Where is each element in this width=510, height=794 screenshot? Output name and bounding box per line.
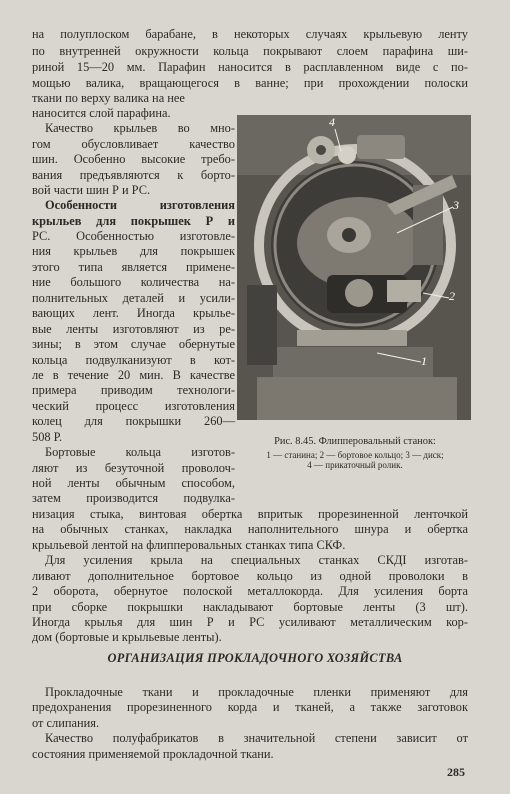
page-number: 285 xyxy=(447,765,465,779)
callout-1: 1 xyxy=(421,354,427,368)
text-line: Качество полуфабрикатов в значительной степени зависит от xyxy=(45,731,468,745)
text-line: по внутренней окружности кольца покрывают слоем парафина ши- xyxy=(32,44,468,58)
callout-2: 2 xyxy=(449,289,455,303)
text-line: шин. Особенно высокие требо- xyxy=(32,152,235,166)
flipper-machine-photo xyxy=(237,115,471,420)
text-line: при сборке покрышки накладывают бортовые ленты (3 шт). xyxy=(32,600,468,614)
text-line: примера приводим технологи- xyxy=(32,383,235,397)
text-line: ткани по верху валика на нее xyxy=(32,91,185,105)
text-line: низация стыка, винтовая обертка впритык прорезиненной ленточкой xyxy=(32,507,468,521)
text-line: ние большого количества на- xyxy=(32,275,235,289)
text-line: Иногда крылья для шин Р и РС усиливают металлическим кор- xyxy=(32,615,468,629)
text-line: наносится слой парафина. xyxy=(32,106,171,120)
text-line-bold: Особенности изготовления xyxy=(45,198,235,212)
text-line: ной ленты обычным способом, xyxy=(32,476,235,490)
text-line: на полуплоском барабане, в некоторых случаях крыльевую ленту xyxy=(32,27,468,41)
text-line: ляют из безуточной проволоч- xyxy=(32,461,235,475)
text-line: кольца подвулканизуют в кот- xyxy=(32,353,235,367)
text-line: затем производится подвулка- xyxy=(32,491,235,505)
text-line: колец для покрышки 260— xyxy=(32,414,235,428)
text-line: ливают дополнительное бортовое кольцо из одной проволоки в xyxy=(32,569,468,583)
figure-caption-title: Рис. 8.45. Флипперовальный станок: xyxy=(274,436,436,447)
text-line: ния крыльев для покрышек xyxy=(32,244,235,258)
section-heading: ОРГАНИЗАЦИЯ ПРОКЛАДОЧНОГО ХОЗЯЙСТВА xyxy=(107,651,403,665)
text-line: 508 Р. xyxy=(32,430,63,444)
text-line: вающих лент. Иногда крылье- xyxy=(32,306,235,320)
text-line: состояния применяемой прокладочной ткани. xyxy=(32,747,274,761)
text-line: крыльевой лентой на флипперовальных станках типа СКФ. xyxy=(32,538,346,552)
text-line: 2 оборота, обернутое полоской металлокорда. Для усиления борта xyxy=(32,584,468,598)
text-line: ческий процесс изготовления xyxy=(32,399,235,413)
machine-illustration xyxy=(237,115,471,420)
text-line: на обычных станках, накладка наполнительного шнура и обертка xyxy=(32,522,468,536)
text-line: Качество крыльев во мно- xyxy=(45,121,235,135)
text-line: вые ленты изготовляют из ре- xyxy=(32,322,235,336)
text-line: вой части шин Р и РС. xyxy=(32,183,151,197)
text-line-bold: крыльев для покрышек Р и xyxy=(32,214,235,228)
text-line: РС. Особенностью изготовле- xyxy=(32,229,235,243)
text-line: Для усиления крыла на специальных станках СКДI изготав- xyxy=(45,553,468,567)
text-line: гом обусловливает качество xyxy=(32,137,235,151)
text-line: предохранения прорезиненного корда и тканей, а также заготовок xyxy=(32,700,468,714)
text-line: ле в течение 20 мин. В качестве xyxy=(32,368,235,382)
text-line: зины; в этом случае обернутые xyxy=(32,337,235,351)
text-line: от слипания. xyxy=(32,716,100,730)
text-line: полнительных деталей и усили- xyxy=(32,291,235,305)
text-line: Бортовые кольца изготов- xyxy=(45,445,235,459)
callout-3: 3 xyxy=(453,198,459,212)
callout-4: 4 xyxy=(329,115,335,129)
figure-caption-legend: 1 — станина; 2 — бортовое кольцо; 3 — диск; xyxy=(266,450,444,460)
text-line: дом (бортовые и крыльевые ленты). xyxy=(32,630,222,644)
text-line: мощью валика, вращающегося в ванне; при прохождении полоски xyxy=(32,76,468,90)
text-line: риной 15—20 мм. Парафин наносится в расплавленном виде с по- xyxy=(32,60,468,74)
text-line: Прокладочные ткани и прокладочные пленки применяют для xyxy=(45,685,468,699)
figure-caption-legend: 4 — прикаточный ролик. xyxy=(307,460,403,470)
text-line: этого типа является примене- xyxy=(32,260,235,274)
text-line: вания предъявляются к борто- xyxy=(32,168,235,182)
